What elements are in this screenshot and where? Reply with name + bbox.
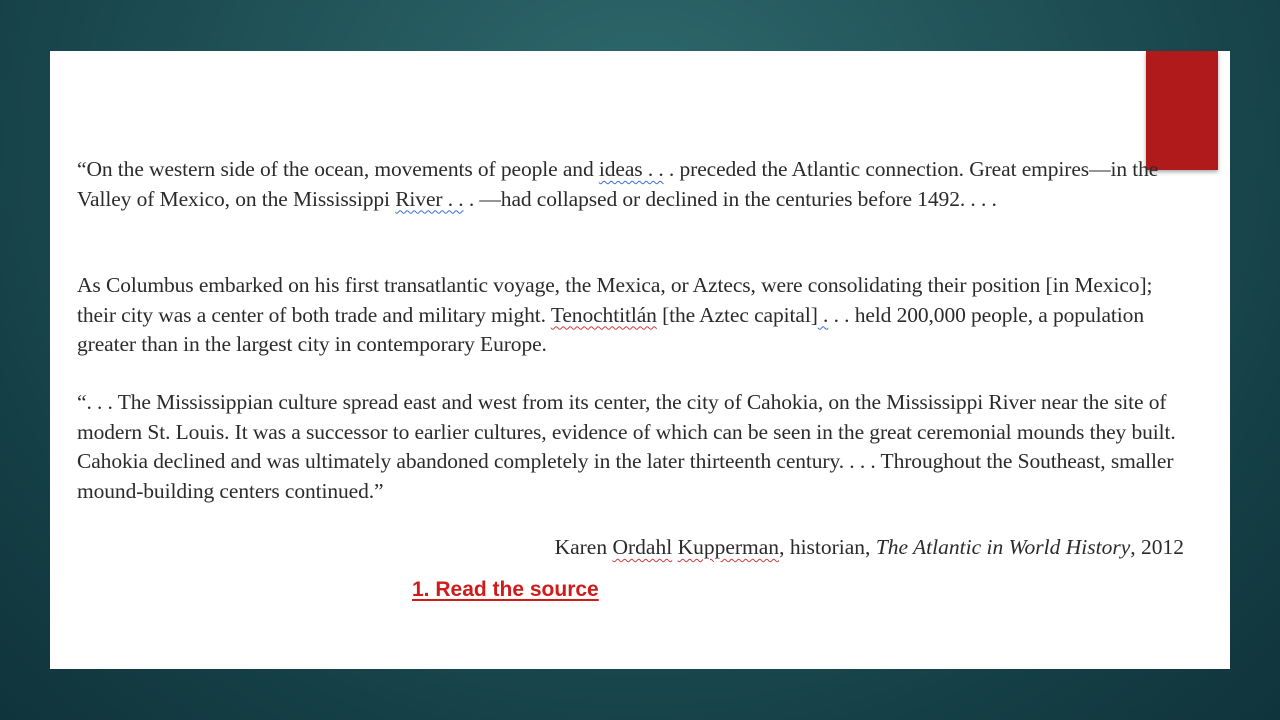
quote-1-grammar-flag-river: River . . <box>395 186 464 211</box>
source-attribution <box>555 533 1184 563</box>
quote-1-text-c: . preceded the Atlantic connection. Great empires—in the Valley of Mexico, on the Mississippi <box>77 157 1159 211</box>
quote-2-grammar-flag-ellipsis: . <box>817 302 829 327</box>
attribution-work-title: The Atlantic in World History <box>875 535 1131 559</box>
quote-paragraph-1 <box>77 155 1187 214</box>
quote-paragraph-2 <box>77 271 1187 360</box>
quote-1-text-e: . —had collapsed or declined in the centuries before 1492. . . . <box>463 186 997 211</box>
attribution-name-ordahl: Ordahl <box>612 535 673 559</box>
attribution-year: , 2012 <box>1130 535 1184 559</box>
quote-paragraph-3: “. . . The Mississippian culture spread east and west from its center, the city of Cahokia, on the Mississippi River near the site of modern St. Louis. It was a successor to earlier cultures, evidence of which can be seen in the great ceremonial mounds they built. Cahokia declined and was ultimately abandoned completely in the later thirteenth century. . . . Throughout the Southeast, smaller mound-building centers continued.” <box>77 390 1176 503</box>
quote-2-text-a: As Columbus embarked on his first transatlantic voyage, the Mexica, or Aztecs, were consolidating their position [in Mexico]; their city was a center of both trade and military might. <box>77 273 1153 327</box>
attribution-name-kupperman: Kupperman <box>677 535 780 559</box>
attribution-role: , historian, <box>779 535 876 559</box>
quote-2-text-c: [the Aztec capital] <box>656 302 818 327</box>
quote-2-spell-flag-tenochtitlan: Tenochtitlán <box>550 302 657 327</box>
accent-bar <box>1146 51 1218 170</box>
slide-card <box>50 51 1230 669</box>
read-the-source-link[interactable]: 1. Read the source <box>412 578 599 601</box>
quote-1-text-a: “On the western side of the ocean, movements of people and <box>77 157 599 181</box>
quote-1-grammar-flag-ideas: ideas . . <box>598 157 664 181</box>
attribution-pre: Karen <box>554 535 613 559</box>
quote-2-text-e: . . held 200,000 people, a population greater than in the largest city in contemporary Europe. <box>77 302 1144 356</box>
